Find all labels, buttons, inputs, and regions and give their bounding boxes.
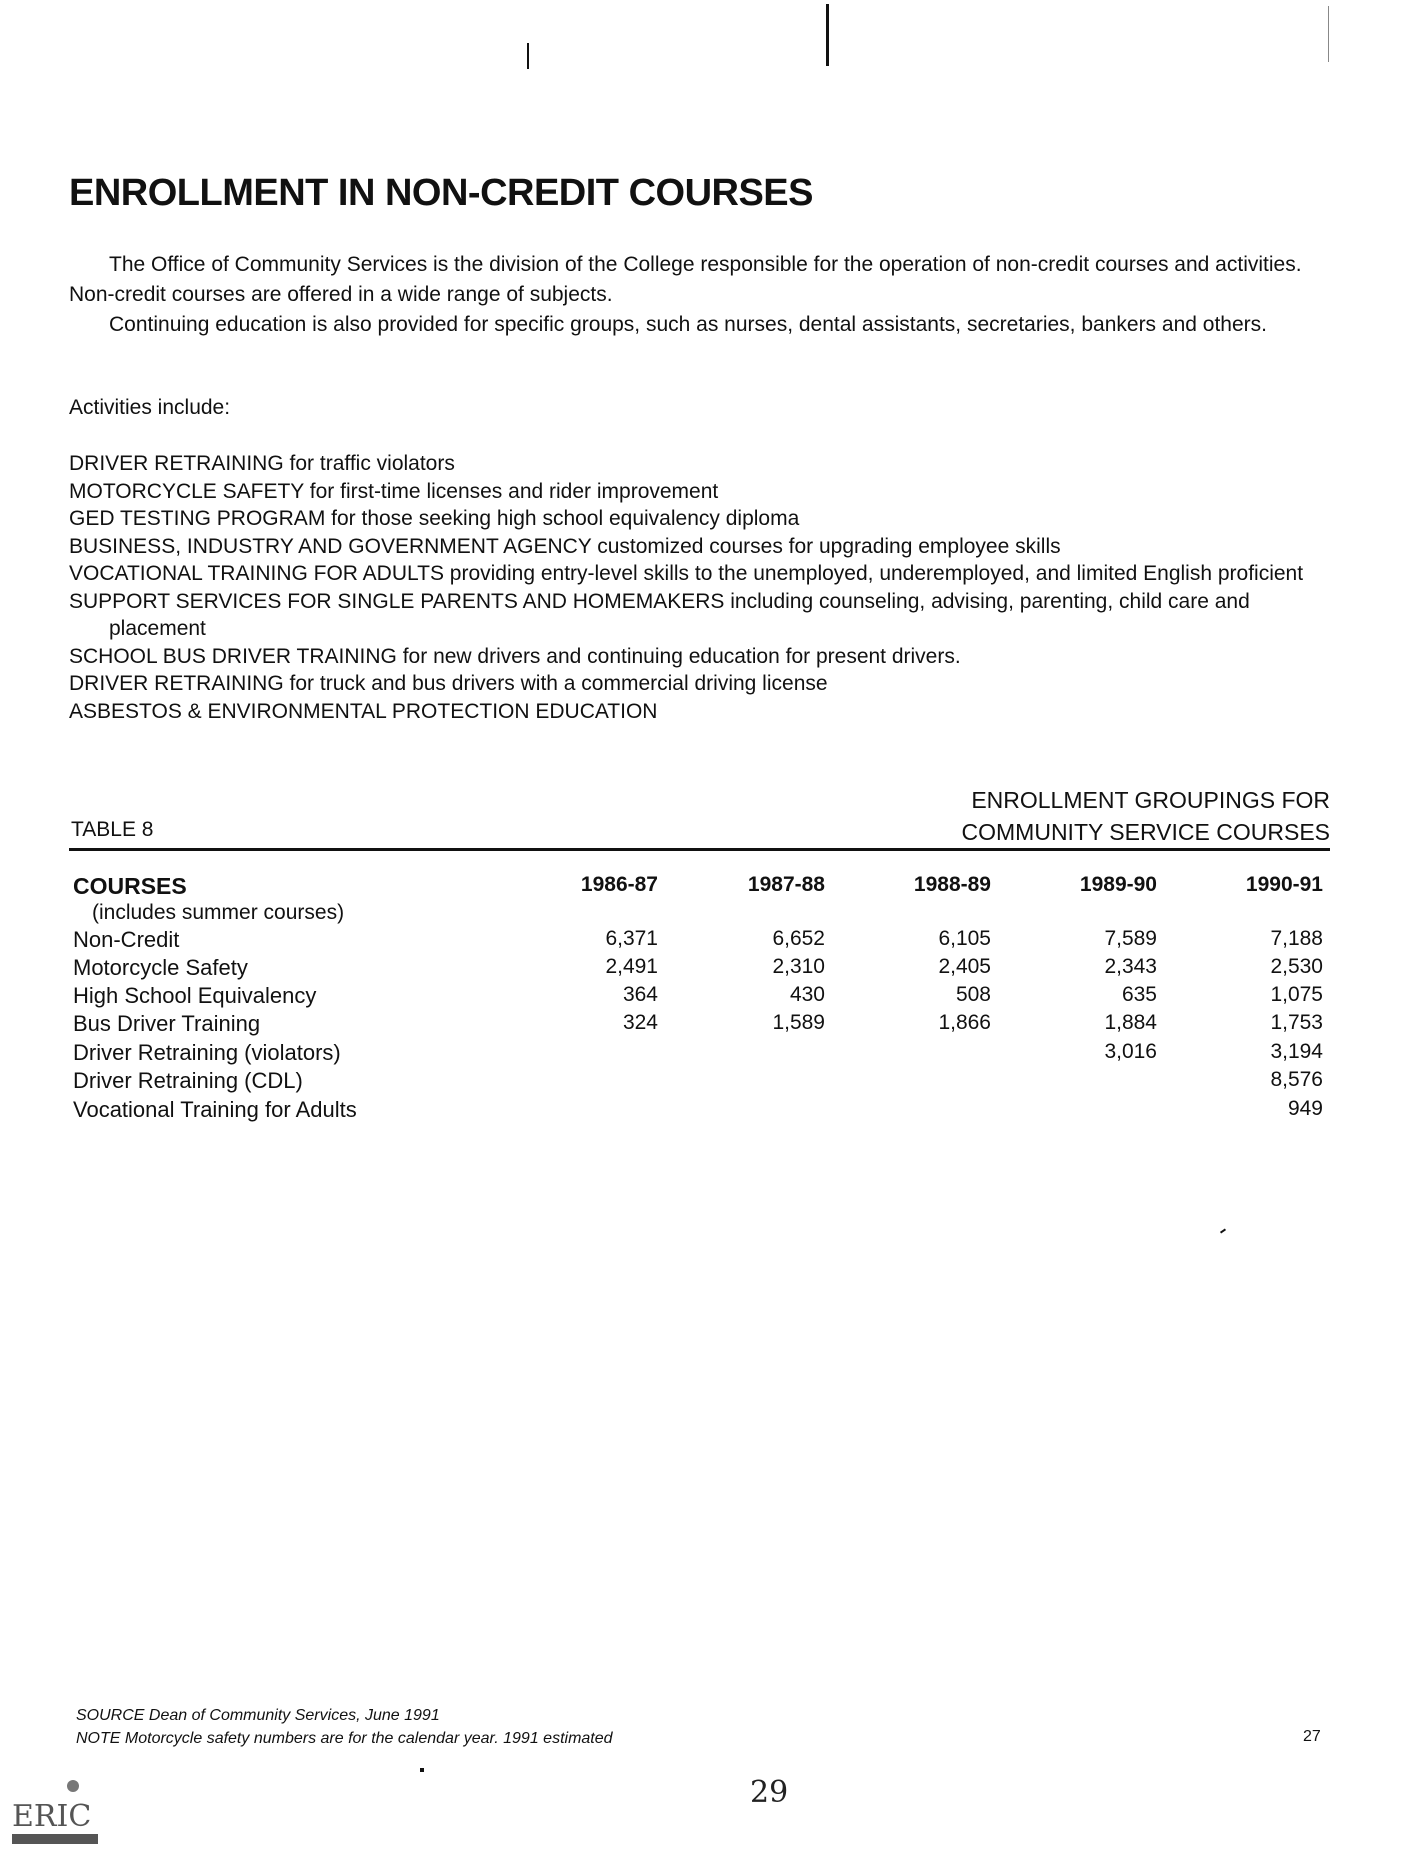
- activity-item: SCHOOL BUS DRIVER TRAINING for new drivers and continuing education for present drivers.: [69, 644, 961, 668]
- table-cell: 2,343: [1104, 955, 1157, 978]
- page-title: ENROLLMENT IN NON-CREDIT COURSES: [69, 172, 813, 214]
- note-footnote: NOTE Motorcycle safety numbers are for the calendar year. 1991 estimated: [76, 1730, 613, 1747]
- table-cell: 1,866: [938, 1011, 991, 1034]
- table-cell: 6,371: [605, 927, 658, 950]
- table-label: TABLE 8: [71, 818, 154, 841]
- table-cell: 1,589: [772, 1011, 825, 1034]
- table-cell: 430: [789, 983, 825, 1006]
- table-cell: 1,884: [1104, 1011, 1157, 1034]
- scan-speck: [1220, 1228, 1226, 1233]
- courses-column-subheader: (includes summer courses): [92, 901, 345, 924]
- scan-mark-left: [527, 43, 529, 69]
- activities-list: [69, 450, 1339, 725]
- table-cell: 6,105: [938, 927, 991, 950]
- activity-item: MOTORCYCLE SAFETY for first-time licenses and rider improvement: [69, 479, 719, 503]
- table-row-label: Driver Retraining (CDL): [73, 1068, 303, 1093]
- activity-item: GED TESTING PROGRAM for those seeking high school equivalency diploma: [69, 507, 800, 530]
- table-cell: 6,652: [772, 927, 825, 950]
- table-row-label: Vocational Training for Adults: [73, 1097, 357, 1122]
- table-row-label: Non-Credit: [73, 927, 180, 952]
- activity-item: DRIVER RETRAINING for truck and bus drivers with a commercial driving license: [69, 672, 828, 695]
- eric-logo-banner: [12, 1834, 98, 1844]
- table-caption-line-1: ENROLLMENT GROUPINGS FOR: [971, 787, 1330, 813]
- year-header: 1986-87: [580, 873, 658, 896]
- scan-mark-right: [1328, 6, 1329, 62]
- table-cell: 1,753: [1270, 1011, 1323, 1034]
- intro-paragraph-2: [69, 310, 1319, 340]
- table-cell: 2,310: [772, 955, 825, 978]
- table-cell: 949: [1287, 1097, 1323, 1120]
- intro-paragraph-1: [69, 250, 1319, 310]
- table-row-label: Bus Driver Training: [73, 1011, 261, 1036]
- table-cell: 364: [622, 983, 658, 1006]
- table-cell: 2,405: [938, 955, 991, 978]
- table-cell: 508: [955, 983, 991, 1006]
- activity-item: SUPPORT SERVICES FOR SINGLE PARENTS AND HOMEMAKERS including counseling, advising, parenting, child care and placement: [69, 589, 1250, 640]
- table-cell: 7,188: [1270, 927, 1323, 950]
- scan-mark-center: [826, 4, 829, 66]
- table-caption: [962, 784, 1330, 848]
- table-row-label: High School Equivalency: [73, 983, 317, 1008]
- table-cell: 8,576: [1270, 1068, 1323, 1091]
- table-cell: 2,491: [605, 955, 658, 978]
- intro-paragraph-2-text: Continuing education is also provided for specific groups, such as nurses, dental assistants, secretaries, bankers and others.: [109, 313, 1267, 336]
- intro-paragraph-1-text: The Office of Community Services is the division of the College responsible for the operation of non-credit courses and activities. Non-credit courses are offered in a wide range of subjects.: [69, 253, 1302, 306]
- table-cell: 324: [622, 1011, 658, 1034]
- table-top-rule: [69, 848, 1330, 851]
- courses-column-header: COURSES: [73, 873, 187, 899]
- eric-logo-emblem: [67, 1780, 79, 1792]
- table-cell: 2,530: [1270, 955, 1323, 978]
- scan-dot: [420, 1768, 424, 1772]
- bottom-page-mark: 29: [750, 1775, 789, 1810]
- eric-logo-wordmark: ERIC: [12, 1799, 92, 1834]
- table-cell: 7,589: [1104, 927, 1157, 950]
- activity-item: DRIVER RETRAINING for traffic violators: [69, 452, 455, 475]
- page-number: 27: [1303, 1728, 1321, 1745]
- activity-item: BUSINESS, INDUSTRY AND GOVERNMENT AGENCY customized courses for upgrading employee skills: [69, 534, 1061, 558]
- source-footnote: SOURCE Dean of Community Services, June 1991: [76, 1707, 440, 1724]
- year-header: 1988-89: [913, 873, 991, 896]
- table-cell: 1,075: [1270, 983, 1323, 1006]
- table-row-label: Driver Retraining (violators): [73, 1040, 341, 1065]
- table-cell: 635: [1121, 983, 1157, 1006]
- activity-item: VOCATIONAL TRAINING FOR ADULTS providing entry-level skills to the unemployed, underemployed, and limited English proficient: [69, 562, 1304, 585]
- year-header: 1987-88: [747, 873, 825, 896]
- table-cell: 3,016: [1104, 1040, 1157, 1063]
- table-cell: 3,194: [1270, 1040, 1323, 1063]
- table-row-label: Motorcycle Safety: [73, 955, 248, 980]
- activity-item: ASBESTOS & ENVIRONMENTAL PROTECTION EDUCATION: [69, 699, 658, 723]
- year-header: 1989-90: [1079, 873, 1157, 896]
- eric-logo: [10, 1778, 102, 1848]
- table-caption-line-2: COMMUNITY SERVICE COURSES: [961, 819, 1330, 845]
- activities-label: Activities include:: [69, 396, 231, 419]
- year-header: 1990-91: [1245, 873, 1323, 896]
